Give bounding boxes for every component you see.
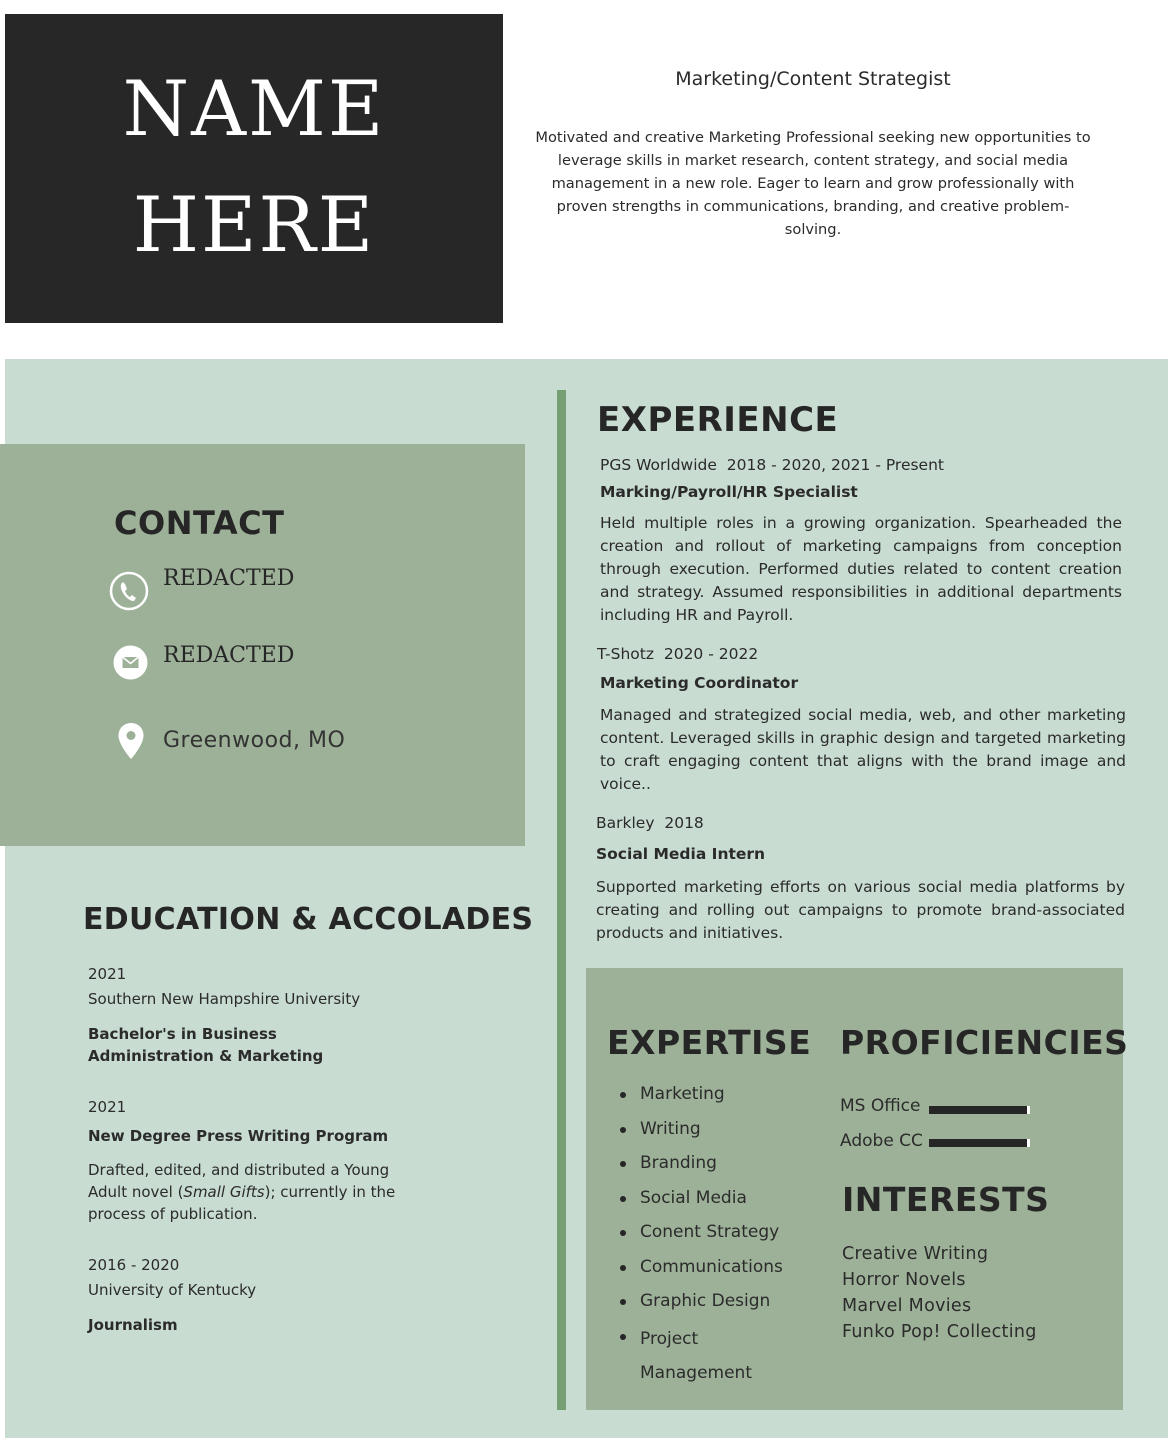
name-first-line: NAME (122, 64, 386, 153)
job-role: Social Media Intern (596, 845, 766, 863)
job-company-dates: Barkley 2018 (596, 814, 704, 832)
list-item: Conent Strategy (620, 1218, 783, 1253)
proficiencies-heading: PROFICIENCIES (840, 1023, 1129, 1062)
expertise-list (620, 1080, 783, 1391)
book-title: Small Gifts (183, 1183, 265, 1201)
proficiency-bar (929, 1139, 1030, 1147)
proficiency-bar-fill (929, 1106, 1027, 1114)
job-role: Marketing Coordinator (600, 674, 799, 692)
education-year: 2016 - 2020 (88, 1256, 180, 1274)
list-item: Project Management (620, 1322, 770, 1391)
list-item: Communications (620, 1253, 783, 1288)
proficiency-bar (929, 1106, 1030, 1114)
education-school: Southern New Hampshire University (88, 990, 361, 1008)
section-divider (557, 390, 566, 1410)
job-description: Managed and strategized social media, web, and other marketing content. Leveraged skills in graphic design and targeted marketing to craft engaging content that aligns with the brand image and voice.. (600, 706, 1126, 793)
phone-value: REDACTED (163, 566, 295, 591)
job-company-dates: T-Shotz 2020 - 2022 (597, 645, 759, 663)
proficiency-label: MS Office (840, 1096, 921, 1116)
job-role: Marking/Payroll/HR Specialist (600, 483, 858, 501)
phone-icon (109, 571, 149, 615)
mail-icon (113, 645, 148, 684)
email-value: REDACTED (163, 643, 295, 668)
list-item: Graphic Design (620, 1287, 783, 1322)
education-year: 2021 (88, 965, 127, 983)
proficiency-label: Adobe CC (840, 1131, 923, 1151)
list-item: Horror Novels (842, 1270, 966, 1290)
education-school: University of Kentucky (88, 1281, 257, 1299)
list-item: Marvel Movies (842, 1296, 972, 1316)
education-year: 2021 (88, 1098, 127, 1116)
proficiency-bar-fill (929, 1139, 1027, 1147)
education-degree-line2: Administration & Marketing (88, 1047, 324, 1065)
name-second-line: HERE (132, 180, 376, 269)
location-pin-icon (117, 722, 145, 764)
education-degree (88, 1023, 323, 1067)
location-value: Greenwood, MO (163, 728, 346, 753)
list-item: Creative Writing (842, 1244, 989, 1264)
experience-heading: EXPERIENCE (597, 400, 839, 440)
education-description-text: ); currently in the process of publication. (88, 1183, 396, 1223)
interests-list (842, 1241, 1037, 1345)
education-degree-line1: Bachelor's in Business (88, 1025, 277, 1043)
contact-heading: CONTACT (114, 504, 285, 542)
education-program: New Degree Press Writing Program (88, 1127, 389, 1145)
job-description: Held multiple roles in a growing organization. Spearheaded the creation and rollout of marketing campaigns from conception through execution. Performed duties related to content creation and strategy. Assumed responsibilities in additional departments including HR and Payroll. (600, 514, 1122, 624)
job-description: Supported marketing efforts on various social media platforms by creating and rolling out campaigns to promote brand-associated products and initiatives. (596, 878, 1125, 942)
name-block (5, 14, 503, 323)
list-item: Writing (620, 1115, 783, 1150)
job-title: Marketing/Content Strategist (675, 68, 951, 90)
education-description (88, 1159, 418, 1225)
expertise-heading: EXPERTISE (607, 1023, 812, 1062)
list-item: Branding (620, 1149, 783, 1184)
list-item: Funko Pop! Collecting (842, 1322, 1037, 1342)
list-item: Social Media (620, 1184, 783, 1219)
job-company-dates: PGS Worldwide 2018 - 2020, 2021 - Present (600, 456, 944, 474)
list-item: Marketing (620, 1080, 783, 1115)
interests-heading: INTERESTS (842, 1180, 1050, 1219)
education-heading: EDUCATION & ACCOLADES (83, 902, 534, 937)
education-degree: Journalism (88, 1316, 178, 1334)
summary-text: Motivated and creative Marketing Professional seeking new opportunities to leverage skills in market research, content strategy, and social media management in a new role. Eager to learn and grow professionally with proven strengths in communications, branding, and creative problem-solving. (535, 129, 1091, 238)
education-description-text: Drafted, edited, and distributed a Young Adult novel ( (88, 1161, 390, 1201)
